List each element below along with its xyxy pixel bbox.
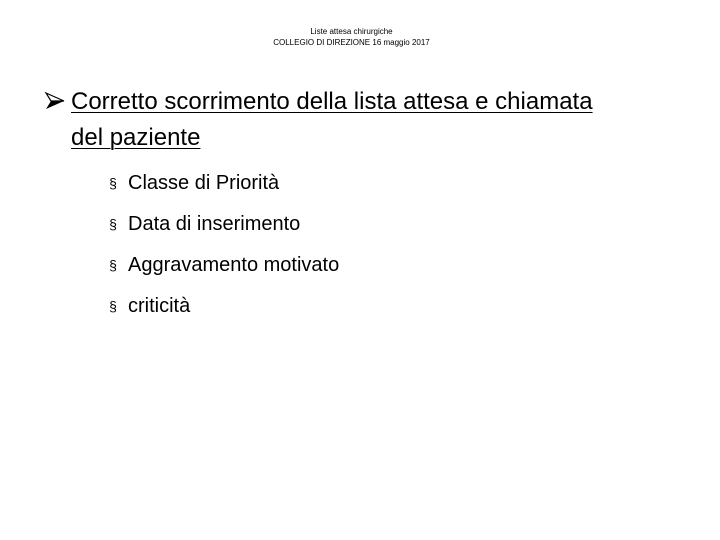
list-item-text: Data di inserimento <box>128 213 301 235</box>
list-item-text: Classe di Priorità <box>128 172 280 194</box>
section-sign-icon: § <box>109 257 117 273</box>
list-item-text: criticità <box>128 295 191 317</box>
list-item-text: Aggravamento motivato <box>128 254 340 276</box>
section-sign-icon: § <box>109 298 117 314</box>
header-title: Liste attesa chirurgiche <box>310 27 393 36</box>
arrow-bullet-icon <box>44 90 66 112</box>
section-sign-icon: § <box>109 216 117 232</box>
section-sign-icon: § <box>109 175 117 191</box>
slide-header <box>0 26 703 48</box>
header-subtitle: COLLEGIO DI DIREZIONE 16 maggio 2017 <box>273 38 430 47</box>
main-bullet-text: Corretto scorrimento della lista attesa e chiamata del paziente <box>71 88 593 151</box>
